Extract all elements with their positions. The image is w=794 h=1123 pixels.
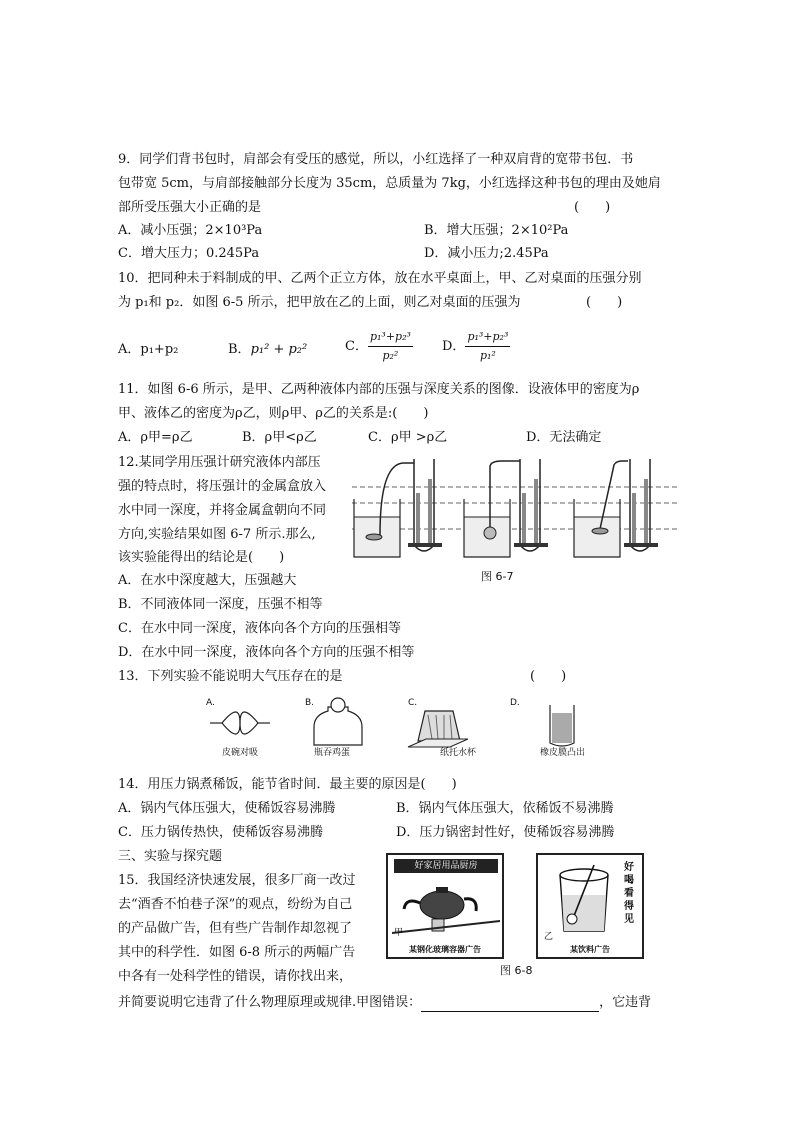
q12-stem-line3: 水中同一深度，并将金属盒朝向不同 — [118, 503, 327, 518]
q9-answer-paren: ( ) — [574, 200, 611, 215]
q10-option-c — [345, 328, 413, 365]
q15-answer-prefix: 并简要说明它违背了什么物理原理或规律.甲图错误： — [118, 995, 422, 1010]
gauge-setup-2 — [464, 459, 548, 557]
gauge-setup-3 — [574, 459, 658, 557]
q12-option-a: A．在水中深度越大，压强越大 — [118, 573, 297, 588]
q10-option-b — [228, 341, 307, 359]
q10-option-d-denominator: p₁² — [479, 349, 496, 362]
q12-option-b: B．不同液体同一深度，压强不相等 — [118, 597, 323, 612]
q13-fig-a-caption: 皮碗对吸 — [222, 748, 259, 758]
figure-6-8-ad-beverage — [536, 853, 644, 959]
q13-fig-c-caption: 纸托水杯 — [440, 748, 477, 758]
q11-option-a: A．ρ甲=ρ乙 — [118, 430, 193, 445]
q12-option-d: D．在水中同一深度，液体向各个方向的压强不相等 — [118, 645, 415, 660]
ad2-caption: 某饮料广告 — [570, 945, 610, 954]
figure-6-7-caption: 图 6-7 — [481, 570, 514, 583]
q13-fig-b-bottle-egg — [314, 698, 362, 745]
q15-answer-suffix: ，它违背 — [599, 995, 652, 1010]
ad2-vertical-text: 好喝看得见 — [624, 862, 634, 925]
q12-stem-line1: 12.某同学用压强计研究液体内部压 — [118, 455, 321, 470]
q9-option-a: A．减小压强；2×10³Pa — [118, 223, 263, 238]
q11-option-b: B．ρ甲<ρ乙 — [242, 430, 317, 445]
q9-stem-line2: 包带宽 5cm，与肩部接触部分长度为 35cm，总质量为 7kg，小红选择这种书包的理由及她肩 — [118, 176, 661, 191]
q13-fig-a-suction-cups — [210, 712, 270, 734]
q13-fig-d-rubber-membrane — [550, 705, 574, 746]
q10-option-c-numerator: p₁³+p₂³ — [368, 328, 413, 347]
q9-option-b: B．增大压强；2×10²Pa — [424, 223, 569, 238]
q15-stem-line1: 15．我国经济快速发展，很多厂商一改过 — [118, 873, 356, 888]
q10-option-d-label: D． — [442, 339, 466, 354]
q13-fig-b-caption: 瓶吞鸡蛋 — [314, 748, 351, 758]
q10-option-b-expr: p₁² + p₂² — [250, 342, 308, 357]
q10-option-c-denominator: p₂² — [382, 349, 399, 362]
q14-option-c: C．压力锅传热快，使稀饭容易沸腾 — [118, 825, 323, 840]
q10-option-c-label: C． — [345, 339, 368, 354]
q11-option-d: D．无法确定 — [526, 430, 602, 445]
q15-answer-line — [118, 994, 651, 1012]
ad1-teapot-illustration — [392, 875, 500, 939]
q14-stem-line1: 14．用压力锅煮稀饭，能节省时间．最主要的原因是( ) — [118, 777, 457, 792]
q13-fig-b-letter: B. — [305, 698, 315, 708]
q13-fig-d-letter: D. — [510, 698, 520, 708]
q12-stem-line4: 方向,实验结果如图 6-7 所示.那么, — [118, 527, 316, 542]
q11-stem-line1: 11．如图 6-6 所示，是甲、乙两种液体内部的压强与深度关系的图像．设液体甲的密度为ρ — [118, 382, 640, 397]
q14-option-b: B．锅内气体压强大，依稀饭不易沸腾 — [396, 801, 614, 816]
ad1-caption: 某钢化玻璃容器广告 — [409, 945, 481, 954]
q12-stem-line5: 该实验能得出的结论是( ) — [118, 550, 285, 565]
q14-option-d: D．压力锅密封性好，使稀饭容易沸腾 — [396, 825, 615, 840]
q15-stem-line3: 的产品做广告，但有些广告制作却忽视了 — [118, 921, 353, 936]
figure-6-7-pressure-gauge — [352, 453, 680, 563]
q10-answer-paren: ( ) — [586, 295, 623, 310]
ad2-label: 乙 — [544, 932, 554, 942]
q11-option-c: C．ρ甲 >ρ乙 — [368, 430, 448, 445]
q11-stem-line2: 甲、液体乙的密度为ρ乙，则ρ甲、ρ乙的关系是:( ) — [118, 406, 429, 421]
q13-stem-line1: 13．下列实验不能说明大气压存在的是 — [118, 669, 343, 684]
q13-fig-c-paper-cup — [408, 711, 468, 747]
q10-option-d-numerator: p₁³+p₂³ — [465, 328, 510, 347]
ad1-banner: 好家居用品厨房 — [394, 859, 498, 873]
figure-6-8-caption: 图 6-8 — [500, 964, 533, 977]
q15-answer-blank[interactable] — [421, 997, 599, 1012]
gauge-setup-1 — [354, 459, 442, 557]
q13-fig-a-letter: A. — [206, 698, 215, 708]
ad1-label: 甲 — [394, 928, 404, 938]
q15-stem-line5: 中各有一处科学性的错误，请你找出来， — [118, 969, 353, 984]
q12-stem-line2: 强的特点时，将压强计的金属盒放入 — [118, 479, 327, 494]
q15-stem-line4: 其中的科学性．如图 6-8 所示的两幅广告 — [118, 945, 356, 960]
q10-option-a: A．p₁+p₂ — [118, 342, 179, 357]
figure-6-8-ad-glass-container — [386, 853, 504, 959]
q10-stem-line2: 为 p₁和 p₂．如图 6-5 所示，把甲放在乙的上面，则乙对桌面的压强为 — [118, 295, 521, 310]
q14-option-a: A．锅内气体压强大，使稀饭容易沸腾 — [118, 801, 336, 816]
q9-stem-line1: 9．同学们背书包时，肩部会有受压的感觉，所以，小红选择了一种双肩背的宽带书包．书 — [118, 152, 634, 167]
q13-fig-d-caption: 橡皮膜凸出 — [540, 748, 586, 758]
q12-option-c: C．在水中同一深度，液体向各个方向的压强相等 — [118, 621, 401, 636]
section-3-title: 三、实验与探究题 — [118, 849, 223, 864]
q10-option-d — [442, 328, 510, 365]
q9-option-c: C．增大压力；0.245Pa — [118, 246, 260, 261]
q10-stem-line1: 10．把同种未于料制成的甲、乙两个正立方体，放在水平桌面上，甲、乙对桌面的压强分别 — [118, 271, 642, 286]
q10-option-b-label: B． — [228, 342, 251, 357]
q9-option-d: D．减小压力;2.45Pa — [424, 246, 549, 261]
q13-answer-paren: ( ) — [530, 669, 567, 684]
q15-stem-line2: 去“酒香不怕巷子深”的观点，纷纷为自己 — [118, 897, 353, 912]
q13-fig-c-letter: C. — [408, 698, 418, 708]
q9-stem-line3: 部所受压强大小正确的是 — [118, 200, 262, 215]
